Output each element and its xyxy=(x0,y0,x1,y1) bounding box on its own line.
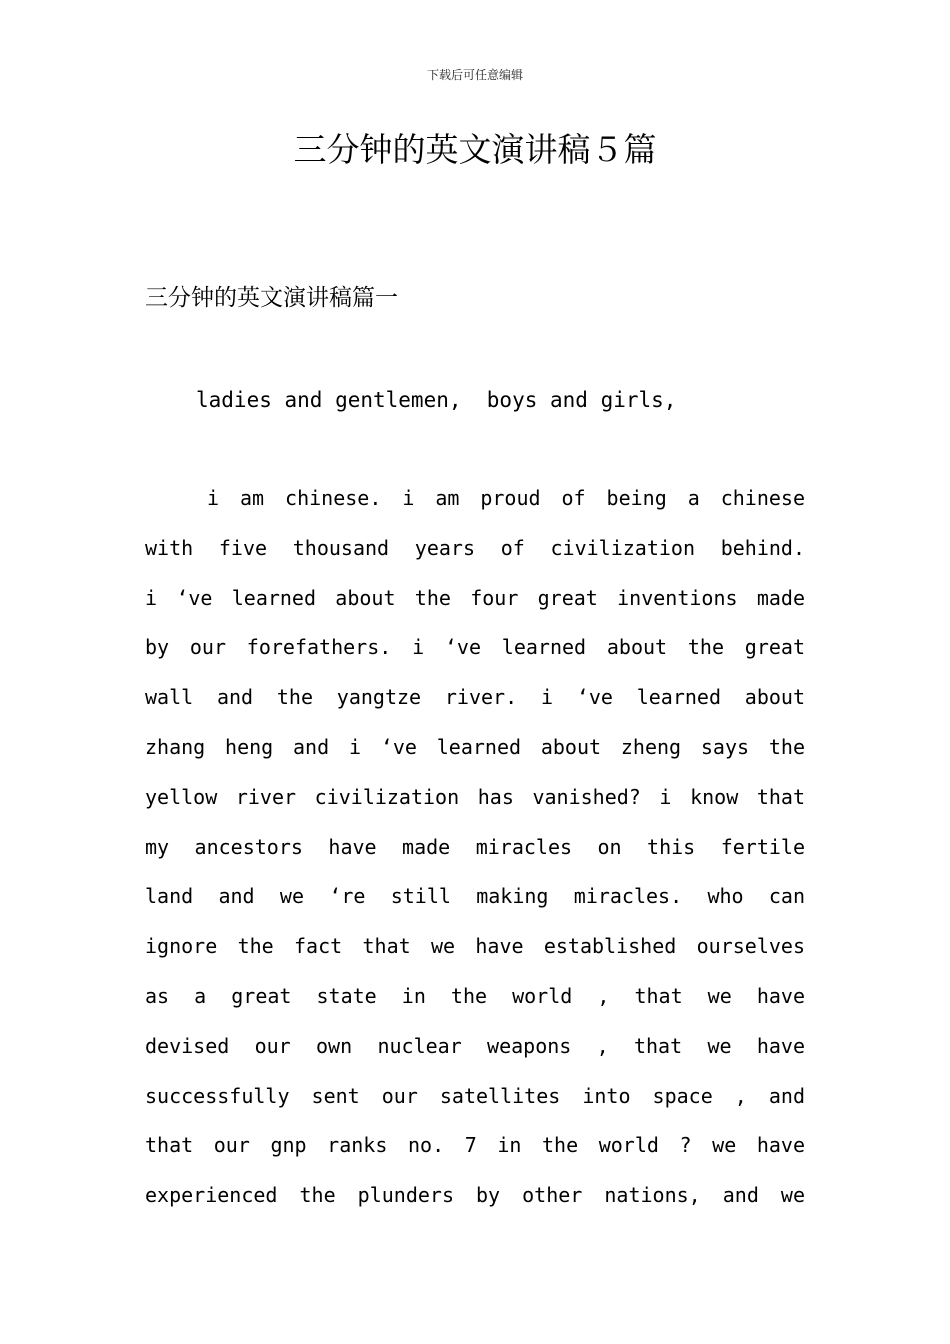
paragraph-line: successfully sent our satellites into space , and xyxy=(145,1083,805,1108)
paragraph-line: devised our own nuclear weapons , that we have xyxy=(145,1033,805,1058)
paragraph-line: wall and the yangtze river. i ‘ve learned about xyxy=(145,685,805,710)
paragraph-line: experienced the plunders by other nations, and we xyxy=(145,1183,805,1208)
paragraph-line: i am chinese. i am proud of being a chinese xyxy=(207,486,805,510)
paragraph-line: by our forefathers. i ‘ve learned about the great xyxy=(145,635,805,660)
section-heading: 三分钟的英文演讲稿篇一 xyxy=(145,285,398,311)
paragraph-line: yellow river civilization has vanished? i know that xyxy=(145,784,805,809)
paragraph-line: that our gnp ranks no. 7 in the world ? we have xyxy=(145,1133,805,1158)
paragraph-line: zhang heng and i ‘ve learned about zheng says the xyxy=(145,734,805,759)
paragraph-line: land and we ‘re still making miracles. who can xyxy=(145,884,805,909)
header-note: 下载后可任意编辑 xyxy=(426,68,523,82)
paragraph-line: my ancestors have made miracles on this fertile xyxy=(145,834,805,859)
document-title: 三分钟的英文演讲稿５篇 xyxy=(293,130,657,169)
paragraph-line: i ‘ve learned about the four great inventions made xyxy=(145,585,805,610)
paragraph-line: with five thousand years of civilization behind. xyxy=(145,535,805,560)
paragraph-line: as a great state in the world , that we have xyxy=(145,983,805,1008)
body-paragraph xyxy=(145,480,805,1227)
salutation-line: ladies and gentlemen, boys and girls, xyxy=(196,388,677,412)
paragraph-line: ignore the fact that we have established ourselves xyxy=(145,934,805,959)
